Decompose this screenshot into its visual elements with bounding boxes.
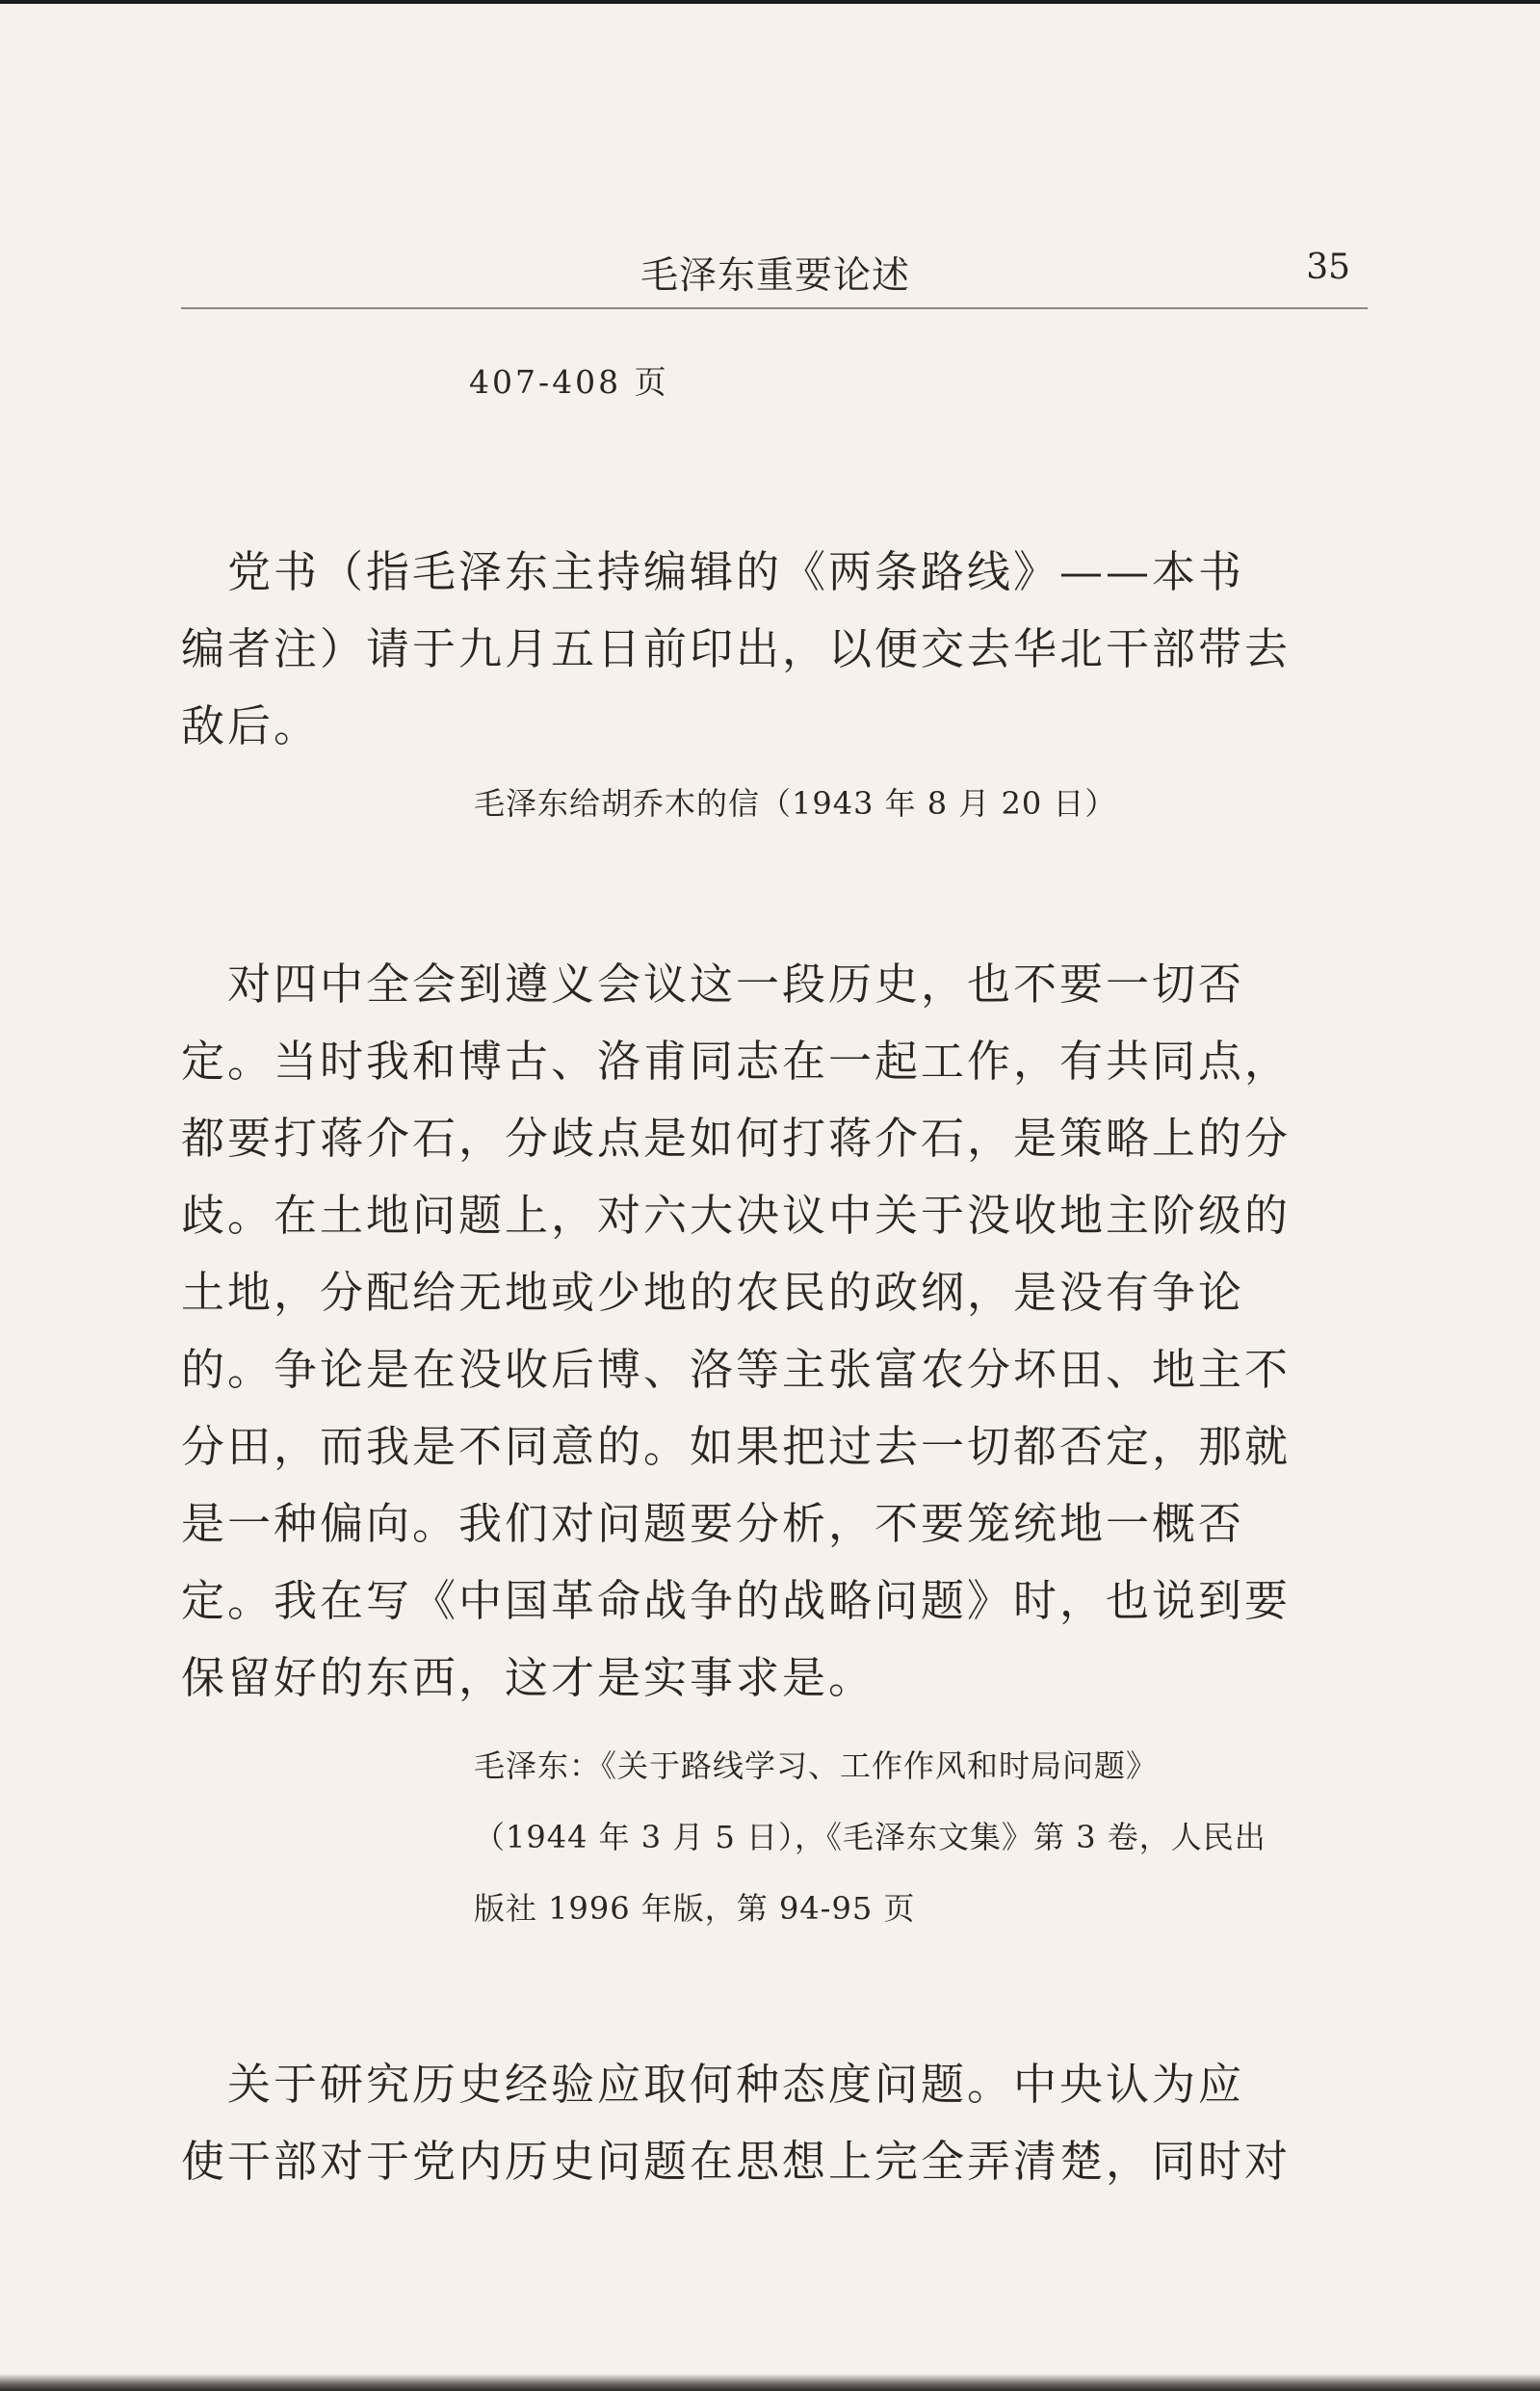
scan-bottom-edge — [0, 2374, 1540, 2391]
paragraph-line: 的。争论是在没收后博、洛等主张富农分坏田、地主不 — [181, 1344, 1292, 1395]
paragraph-line: 分田，而我是不同意的。如果把过去一切都否定，那就 — [181, 1421, 1292, 1472]
page-reference-text: 407-408 页 — [469, 363, 669, 401]
page-header — [181, 236, 1368, 309]
paragraph-line: 歧。在土地问题上，对六大决议中关于没收地主阶级的 — [181, 1190, 1292, 1241]
running-title: 毛泽东重要论述 — [640, 254, 911, 298]
paragraph-line: 敌后。 — [181, 700, 321, 751]
paragraph-history-analysis — [181, 946, 1291, 1717]
paragraph-line: 定。我在写《中国革命战争的战略问题》时，也说到要 — [181, 1575, 1292, 1626]
citation-line: 毛泽东给胡乔木的信（1943 年 8 月 20 日） — [474, 785, 1117, 822]
paragraph-line: 都要打蒋介石，分歧点是如何打蒋介石，是策略上的分 — [181, 1113, 1292, 1164]
paragraph-line: 使干部对于党内历史问题在思想上完全弄清楚，同时对 — [181, 2136, 1292, 2187]
page-number: 35 — [1306, 248, 1350, 287]
paragraph-line: 是一种偏向。我们对问题要分析，不要笼统地一概否 — [181, 1498, 1245, 1549]
paragraph-line: 关于研究历史经验应取何种态度问题。中央认为应 — [181, 2059, 1245, 2110]
paragraph-line: 土地，分配给无地或少地的农民的政纲，是没有争论 — [181, 1267, 1245, 1318]
paragraph-line: 保留好的东西，这才是实事求是。 — [181, 1652, 875, 1703]
paragraph-historical-experience — [181, 2046, 1291, 2200]
paragraph-line: 党书（指毛泽东主持编辑的《两条路线》——本书 — [181, 546, 1245, 597]
citation-letter — [474, 768, 1116, 839]
citation-line: 版社 1996 年版，第 94-95 页 — [474, 1890, 916, 1927]
paragraph-line: 定。当时我和博古、洛甫同志在一起工作，有共同点， — [181, 1036, 1292, 1087]
paragraph-line: 编者注）请于九月五日前印出，以便交去华北干部带去 — [181, 623, 1292, 674]
citation-line: 毛泽东：《关于路线学习、工作作风和时局问题》 — [474, 1747, 1159, 1784]
page-reference — [469, 347, 669, 418]
paragraph-party-book — [181, 534, 1291, 765]
citation-line: （1944 年 3 月 5 日），《毛泽东文集》第 3 卷，人民出 — [474, 1819, 1266, 1855]
paragraph-line: 对四中全会到遵义会议这一段历史，也不要一切否 — [181, 959, 1245, 1010]
citation-collected-works — [474, 1730, 1266, 1944]
